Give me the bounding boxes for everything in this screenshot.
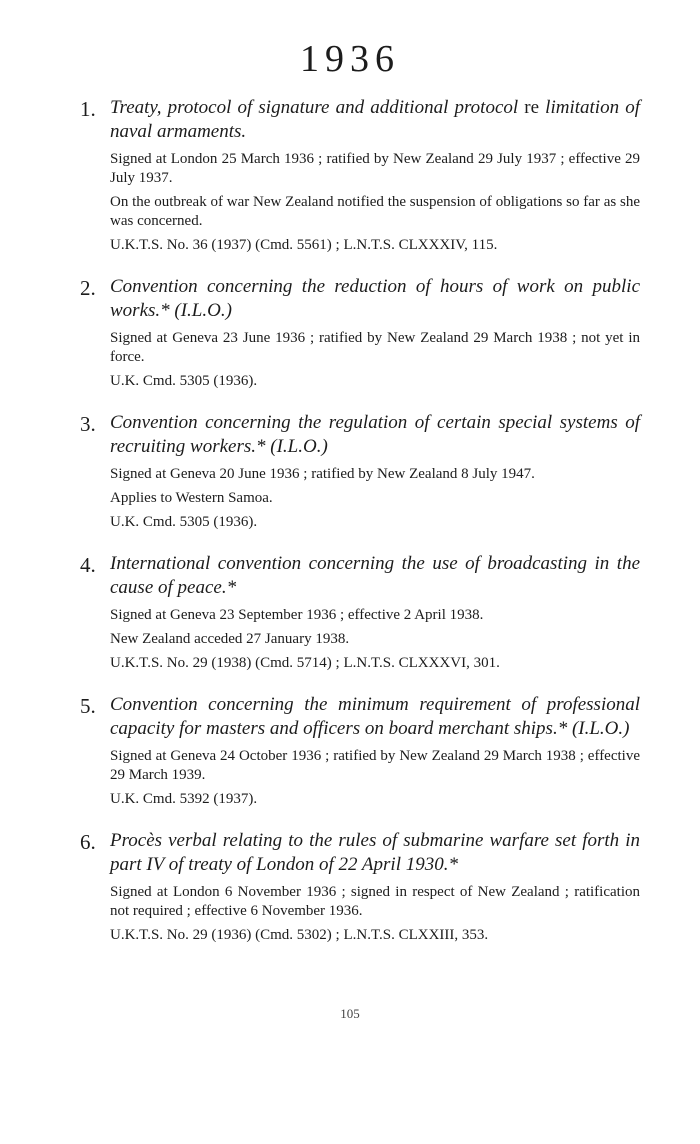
entry-number: 4. xyxy=(80,553,96,577)
page-number: 105 xyxy=(340,1006,360,1021)
treaty-entry xyxy=(80,411,640,532)
entry-number: 3. xyxy=(80,412,96,436)
entry-title: Convention concerning the minimum requirement of professional capacity for masters and officers on board merchant ships.* (I.L.O.) xyxy=(110,694,640,739)
entry-number: 5. xyxy=(80,694,96,718)
entry-detail: New Zealand acceded 27 January 1938. xyxy=(110,631,350,647)
entry-detail: On the outbreak of war New Zealand notified the suspension of obligations so far as she was concerned. xyxy=(110,194,640,229)
entry-detail: Applies to Western Samoa. xyxy=(110,490,273,506)
page-heading-year: 1936 xyxy=(300,38,400,80)
entry-title xyxy=(110,96,640,144)
entry-number: 1. xyxy=(80,97,96,121)
entry-title: Procès verbal relating to the rules of submarine warfare set forth in part IV of treaty of London of 22 April 1930.* xyxy=(110,830,640,875)
treaty-entry xyxy=(80,693,640,809)
entry-reference: U.K. Cmd. 5392 (1937). xyxy=(110,791,258,807)
treaty-entry xyxy=(80,96,640,255)
entry-title: International convention concerning the use of broadcasting in the cause of peace.* xyxy=(110,553,640,598)
entry-reference: U.K. Cmd. 5305 (1936). xyxy=(110,373,258,389)
treaty-entry xyxy=(80,275,640,391)
entry-detail: Signed at Geneva 20 June 1936 ; ratified by New Zealand 8 July 1947. xyxy=(110,466,535,482)
treaty-list xyxy=(80,96,640,965)
entry-reference: U.K. Cmd. 5305 (1936). xyxy=(110,514,258,530)
entry-reference: U.K.T.S. No. 36 (1937) (Cmd. 5561) ; L.N.T.S. CLXXXIV, 115. xyxy=(110,237,498,253)
entry-title-part: Treaty, protocol of signature and additional protocol xyxy=(110,97,525,118)
entry-title: Convention concerning the reduction of hours of work on public works.* (I.L.O.) xyxy=(110,276,640,321)
treaty-entry xyxy=(80,829,640,945)
entry-title-re: re xyxy=(524,97,540,118)
entry-reference: U.K.T.S. No. 29 (1936) (Cmd. 5302) ; L.N.T.S. CLXXIII, 353. xyxy=(110,927,489,943)
entry-reference: U.K.T.S. No. 29 (1938) (Cmd. 5714) ; L.N.T.S. CLXXXVI, 301. xyxy=(110,655,500,671)
entry-detail: Signed at London 25 March 1936 ; ratified by New Zealand 29 July 1937 ; effective 29 July 1937. xyxy=(110,151,640,186)
entry-number: 6. xyxy=(80,830,96,854)
entry-number: 2. xyxy=(80,276,96,300)
entry-detail: Signed at Geneva 23 September 1936 ; effective 2 April 1938. xyxy=(110,607,484,623)
entry-title: Convention concerning the regulation of certain special systems of recruiting workers.* (I.L.O.) xyxy=(110,412,640,457)
entry-detail: Signed at Geneva 24 October 1936 ; ratified by New Zealand 29 March 1938 ; effective 29 March 1939. xyxy=(110,748,640,783)
entry-title-part: limitation of naval armaments. xyxy=(110,97,640,142)
treaty-entry xyxy=(80,552,640,673)
entry-detail: Signed at London 6 November 1936 ; signed in respect of New Zealand ; ratification not required ; effective 6 November 1936. xyxy=(110,884,640,919)
entry-detail: Signed at Geneva 23 June 1936 ; ratified by New Zealand 29 March 1938 ; not yet in force. xyxy=(110,330,640,365)
